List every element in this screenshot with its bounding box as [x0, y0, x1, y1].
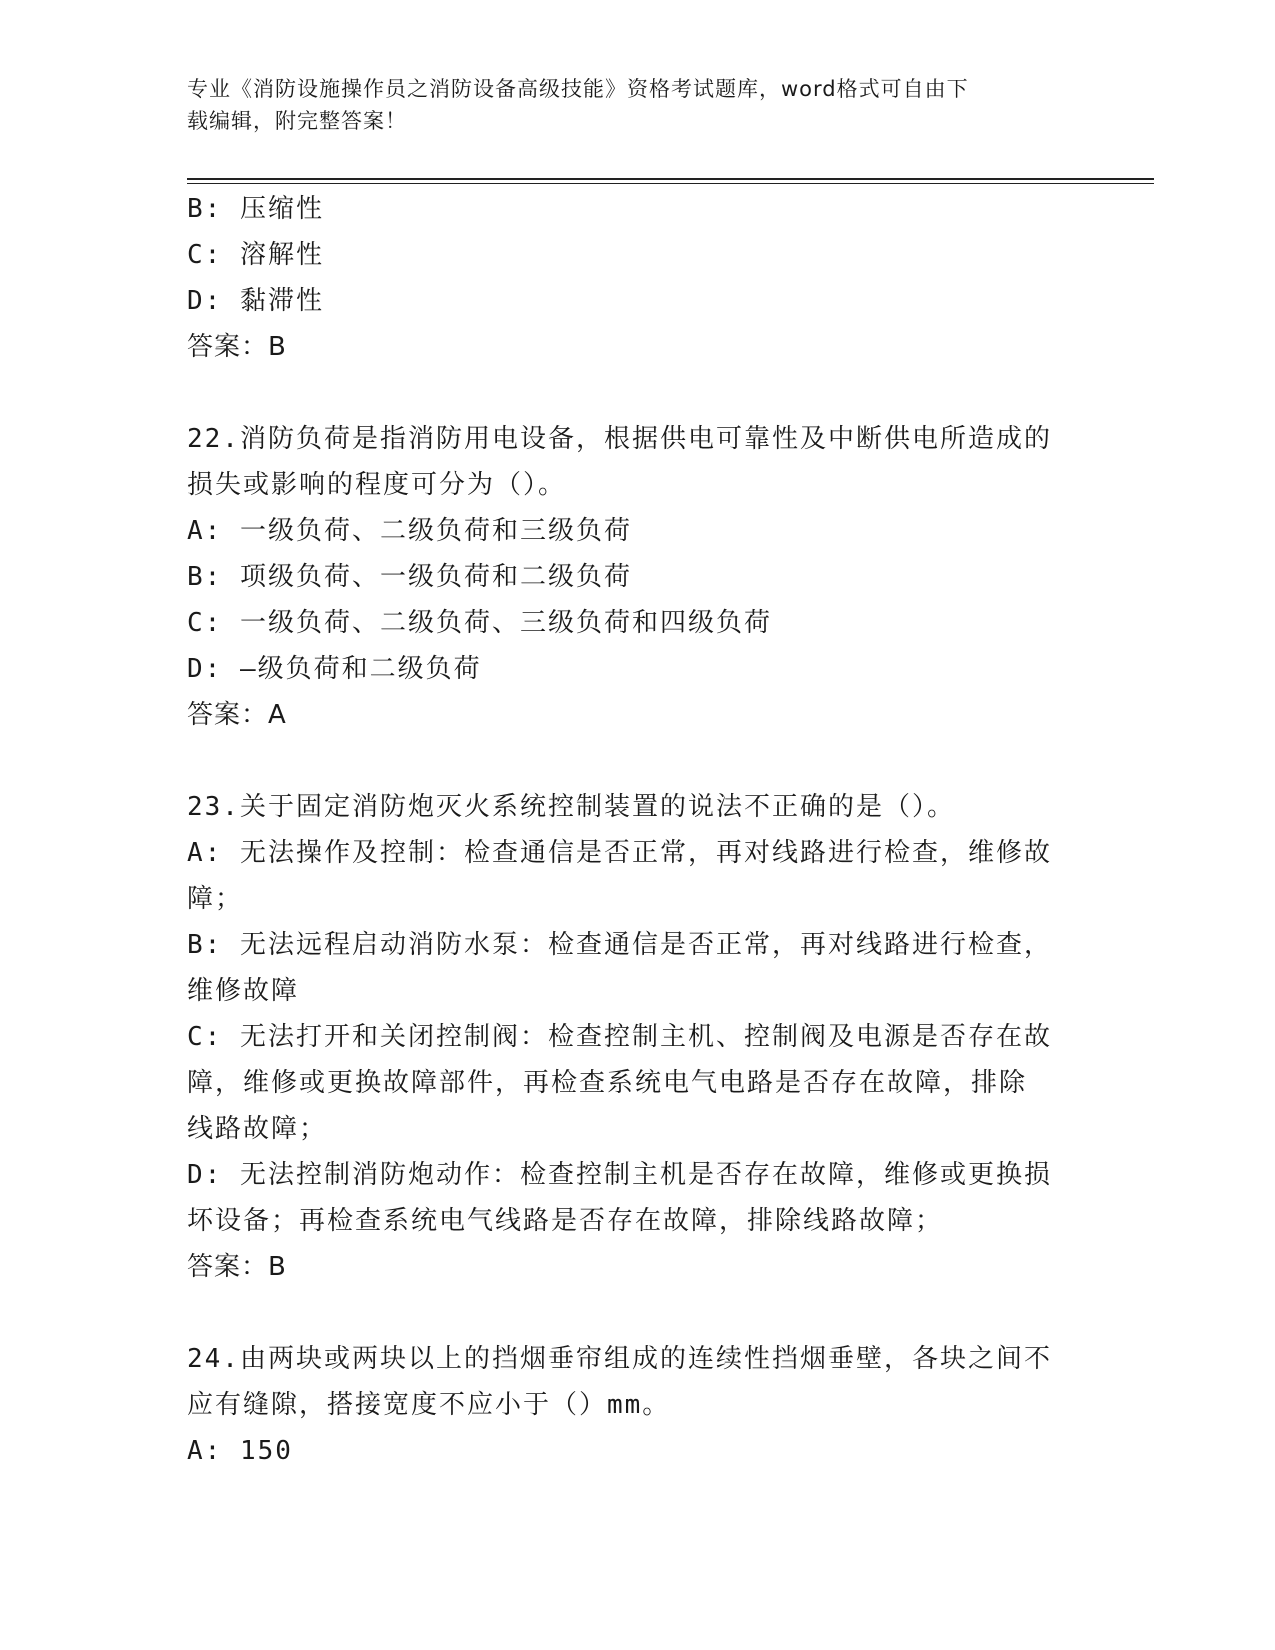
question-content: [187, 186, 1087, 1474]
answer: 答案：B: [187, 1252, 287, 1282]
option-a: A: 无法操作及控制：检查通信是否正常，再对线路进行检查，维修故: [187, 838, 1052, 868]
header-line-1: 专业《消防设施操作员之消防设备高级技能》资格考试题库，word格式可自由下: [187, 77, 969, 101]
question-24: [187, 1336, 1087, 1474]
option-a: A: 150: [187, 1436, 293, 1466]
option-c: C: 无法打开和关闭控制阀：检查控制主机、控制阀及电源是否存在故: [187, 1022, 1052, 1052]
question-text: 应有缝隙，搭接宽度不应小于（）mm。: [187, 1390, 671, 1420]
header-rule-thick: [187, 178, 1154, 180]
question-text: 损失或影响的程度可分为（）。: [187, 470, 567, 500]
option-b: B: 无法远程启动消防水泵：检查通信是否正常，再对线路进行检查，: [187, 930, 1052, 960]
question-text: 24.由两块或两块以上的挡烟垂帘组成的连续性挡烟垂壁，各块之间不: [187, 1344, 1052, 1374]
question-21-tail: [187, 186, 1087, 370]
answer: 答案：B: [187, 332, 287, 362]
option-d: D: 无法控制消防炮动作：检查控制主机是否存在故障，维修或更换损: [187, 1160, 1052, 1190]
document-header: [187, 73, 1067, 137]
option-d: D: —级负荷和二级负荷: [187, 654, 482, 684]
option-c: C: 溶解性: [187, 240, 324, 270]
question-22: [187, 416, 1087, 738]
question-23: [187, 784, 1087, 1290]
option-d: D: 黏滞性: [187, 286, 324, 316]
option-d-cont: 坏设备；再检查系统电气线路是否存在故障，排除线路故障；: [187, 1206, 944, 1236]
question-text: 23.关于固定消防炮灭火系统控制装置的说法不正确的是（）。: [187, 792, 955, 822]
spacer: [187, 738, 1087, 784]
answer: 答案：A: [187, 700, 287, 730]
option-b: B: 压缩性: [187, 194, 324, 224]
header-rule-thin: [187, 183, 1154, 184]
option-c-cont: 障，维修或更换故障部件，再检查系统电气电路是否存在故障，排除: [187, 1068, 1028, 1098]
spacer: [187, 1290, 1087, 1336]
option-b-cont: 维修故障: [187, 976, 300, 1006]
option-c-cont: 线路故障；: [187, 1114, 328, 1144]
header-line-2: 载编辑，附完整答案！: [187, 109, 407, 133]
option-a-cont: 障；: [187, 884, 244, 914]
option-b: B: 项级负荷、一级负荷和二级负荷: [187, 562, 632, 592]
option-c: C: 一级负荷、二级负荷、三级负荷和四级负荷: [187, 608, 772, 638]
spacer: [187, 370, 1087, 416]
option-a: A: 一级负荷、二级负荷和三级负荷: [187, 516, 632, 546]
question-text: 22.消防负荷是指消防用电设备，根据供电可靠性及中断供电所造成的: [187, 424, 1052, 454]
